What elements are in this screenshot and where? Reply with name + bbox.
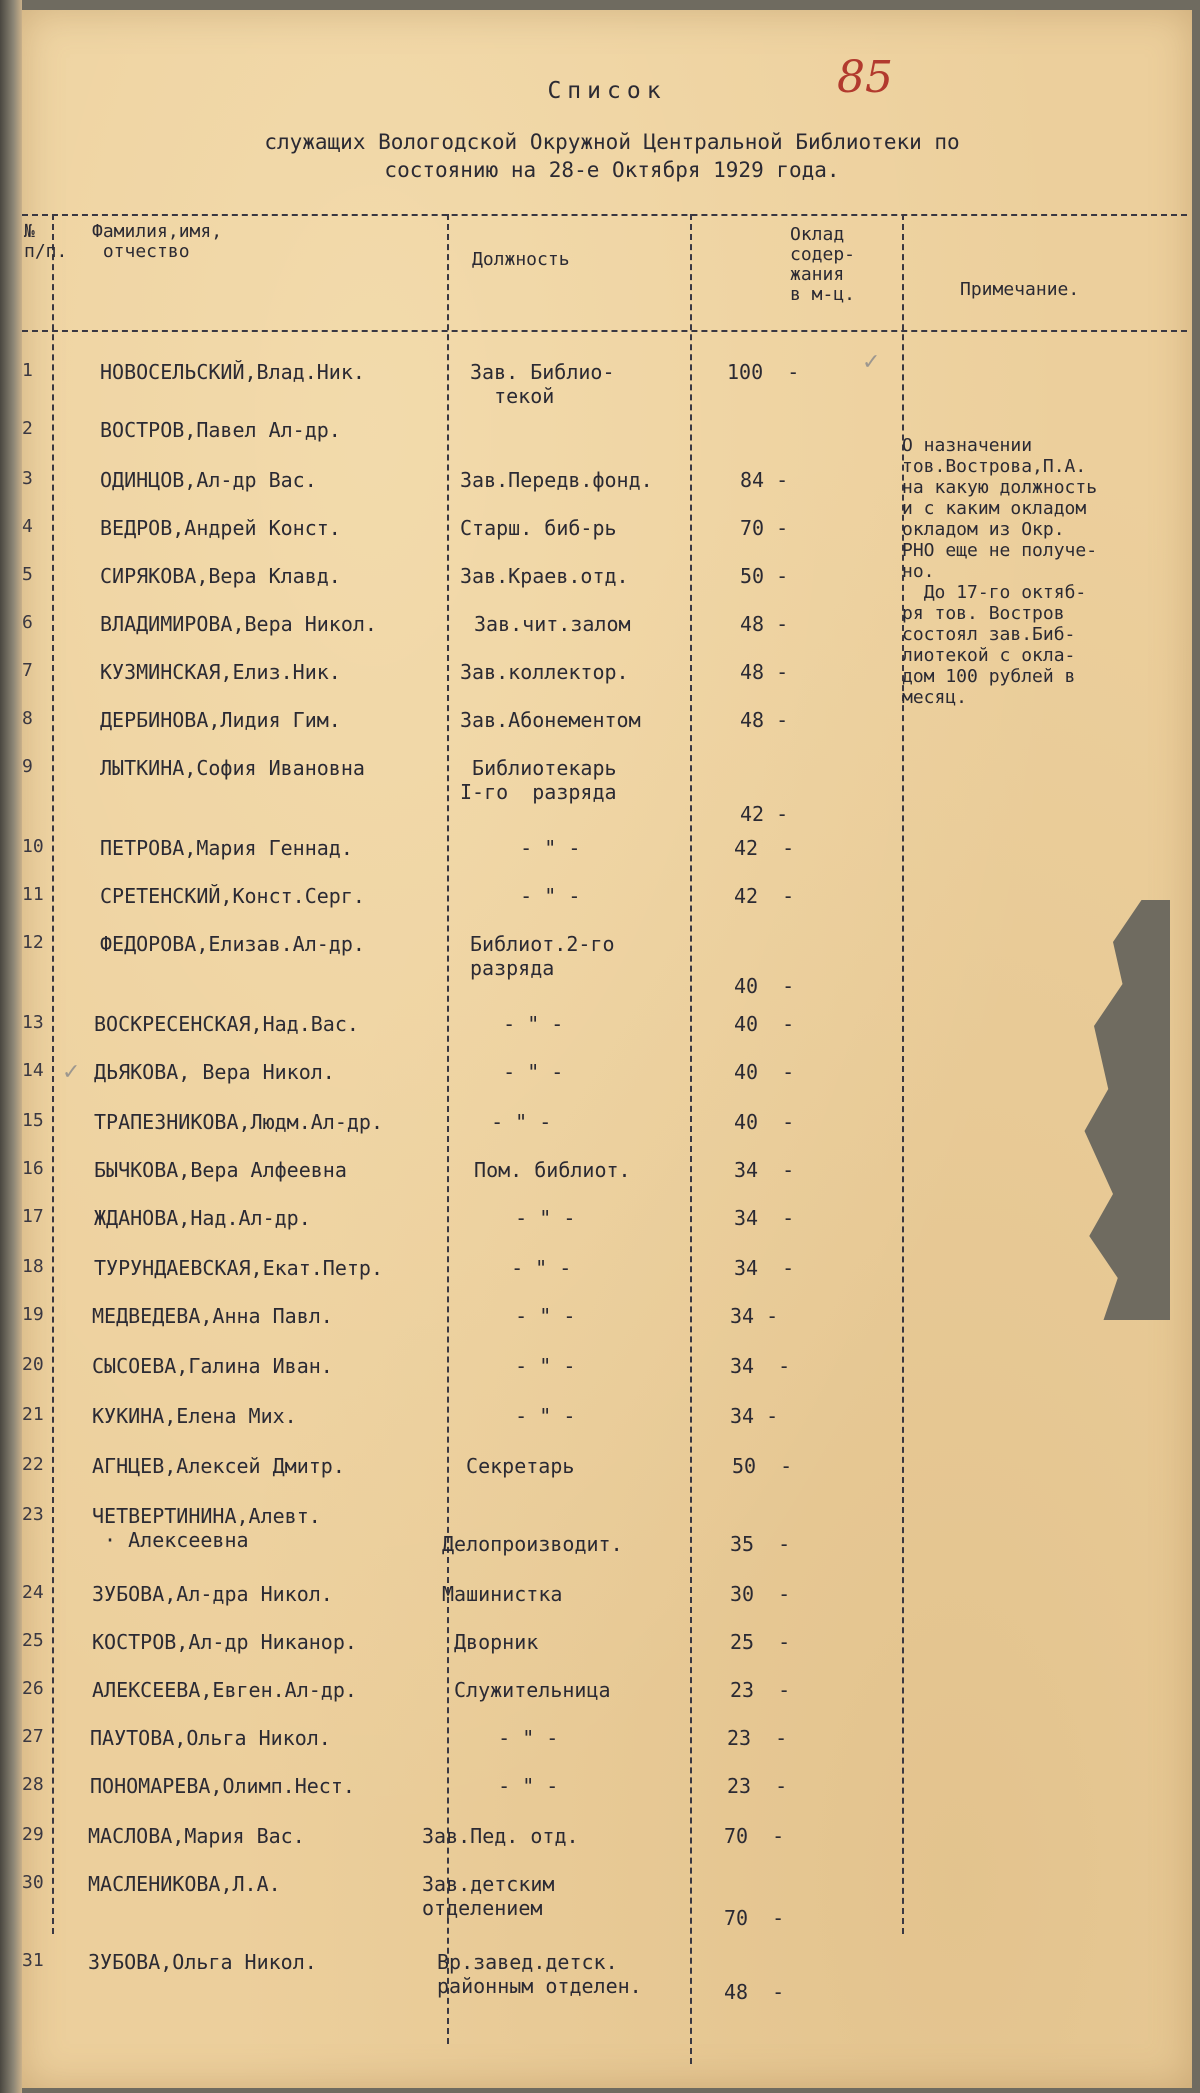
row-number: 30 [22, 1872, 44, 1893]
row-name: БЫЧКОВА,Вера Алфеевна [94, 1158, 347, 1182]
row-salary: 40 - [734, 1012, 795, 1036]
table-row [22, 756, 1192, 826]
row-number: 29 [22, 1824, 44, 1845]
row-salary: 70 - [724, 1824, 785, 1848]
row-number: 24 [22, 1582, 44, 1603]
row-number: 28 [22, 1774, 44, 1795]
row-salary: 34 - [730, 1404, 779, 1428]
document-page [22, 10, 1192, 2088]
row-number: 8 [22, 708, 33, 729]
row-number: 7 [22, 660, 33, 681]
row-number: 6 [22, 612, 33, 633]
row-number: 22 [22, 1454, 44, 1475]
row-name: ПАУТОВА,Ольга Никол. [90, 1726, 331, 1750]
row-salary: 30 - [730, 1582, 791, 1606]
row-position: - " - [467, 1354, 576, 1378]
row-number: 26 [22, 1678, 44, 1699]
row-name: ДЕРБИНОВА,Лидия Гим. [100, 708, 341, 732]
row-position: Зав.коллектор. [460, 660, 629, 684]
row-position: - " - [472, 884, 581, 908]
pencil-check-mark: ✓ [62, 1060, 81, 1085]
row-position: - " - [467, 1060, 564, 1084]
subtitle-line-1: служащих Вологодской Окружной Центральной Библиотеки по [264, 130, 960, 154]
row-number: 2 [22, 418, 33, 439]
row-number: 31 [22, 1950, 44, 1971]
subtitle-line-2: состоянию на 28-е Октября 1929 года. [384, 158, 840, 182]
row-position: Вр.завед.детск. районным отделен. [437, 1950, 642, 1998]
header-position: Должность [472, 249, 570, 270]
row-name: ЗУБОВА,Ал-дра Никол. [92, 1582, 333, 1606]
row-position: Зав.Передв.фонд. [460, 468, 653, 492]
row-salary: 34 - [734, 1158, 795, 1182]
row-salary: 50 - [740, 564, 789, 588]
header-num: № п/п. [24, 221, 68, 262]
row-salary: 34 - [734, 1206, 795, 1230]
row-position: - " - [462, 1774, 559, 1798]
row-position: Машинистка [442, 1582, 563, 1606]
row-number: 4 [22, 516, 33, 537]
row-position: - " - [472, 836, 581, 860]
row-name: ОДИНЦОВ,Ал-др Вас. [100, 468, 317, 492]
row-salary: 25 - [730, 1630, 791, 1654]
row-salary: 100 - [727, 360, 800, 384]
row-salary: 70 - [740, 516, 789, 540]
row-salary: 70 - [724, 1906, 785, 1930]
row-salary: 34 - [730, 1304, 779, 1328]
row-position: Библиотекарь I-го разряда [460, 756, 617, 804]
row-name: КУЗМИНСКАЯ,Елиз.Ник. [100, 660, 341, 684]
row-position: Зав.Краев.отд. [460, 564, 629, 588]
row-number: 23 [22, 1504, 44, 1525]
row-name: МАСЛЕНИКОВА,Л.А. [88, 1872, 281, 1896]
row-salary: 42 - [740, 802, 789, 826]
row-salary: 40 - [734, 1060, 795, 1084]
row-position: Делопроизводит. [442, 1532, 623, 1556]
table-row [22, 932, 1192, 998]
row-number: 18 [22, 1256, 44, 1277]
row-name: ЛЫТКИНА,София Ивановна [100, 756, 365, 780]
row-number: 16 [22, 1158, 44, 1179]
header-name: Фамилия,имя, отчество [92, 221, 223, 262]
row-name: ВОСТРОВ,Павел Ал-др. [100, 418, 341, 442]
row-name: ТРАПЕЗНИКОВА,Людм.Ал-др. [94, 1110, 383, 1134]
row-salary: 34 - [730, 1354, 791, 1378]
row-salary: 48 - [740, 660, 789, 684]
row-number: 13 [22, 1012, 44, 1033]
row-salary: 48 - [740, 708, 789, 732]
row-name: ЗУБОВА,Ольга Никол. [88, 1950, 317, 1974]
row-position: Зав.Пед. отд. [422, 1824, 579, 1848]
row-salary: 23 - [730, 1678, 791, 1702]
row-salary: 40 - [734, 1110, 795, 1134]
row-number: 5 [22, 564, 33, 585]
page-number: 85 [837, 52, 893, 103]
row-name: АГНЦЕВ,Алексей Дмитр. [92, 1454, 345, 1478]
row-name: МЕДВЕДЕВА,Анна Павл. [92, 1304, 333, 1328]
row-salary: 48 - [724, 1980, 785, 2004]
table-row [22, 1872, 1192, 1932]
binding-edge [0, 0, 22, 2093]
row-position: - " - [467, 1012, 564, 1036]
row-salary: 50 - [732, 1454, 793, 1478]
row-name: ЧЕТВЕРТИНИНА,Алевт. · Алексеевна [92, 1504, 321, 1552]
row-name: НОВОСЕЛЬСКИЙ,Влад.Ник. [100, 360, 365, 384]
row-salary: 23 - [727, 1726, 788, 1750]
row-name: КОСТРОВ,Ал-др Никанор. [92, 1630, 357, 1654]
row-number: 11 [22, 884, 44, 905]
row-number: 3 [22, 468, 33, 489]
row-number: 15 [22, 1110, 44, 1131]
row-number: 27 [22, 1726, 44, 1747]
row-name: ВЕДРОВ,Андрей Конст. [100, 516, 341, 540]
row-position: - " - [467, 1304, 576, 1328]
row-position: Зав. Библио- текой [470, 360, 615, 408]
row-number: 21 [22, 1404, 44, 1425]
row-salary: 42 - [734, 884, 795, 908]
row-position: Дворник [454, 1630, 539, 1654]
row-number: 14 [22, 1060, 44, 1081]
row-name: КУКИНА,Елена Мих. [92, 1404, 297, 1428]
row-salary: 23 - [727, 1774, 788, 1798]
row-position: - " - [487, 1256, 572, 1280]
row-position: Зав.детским отделением [422, 1872, 555, 1920]
header-note: Примечание. [960, 279, 1080, 300]
table-top-rule [22, 214, 1187, 216]
row-name: ВЛАДИМИРОВА,Вера Никол. [100, 612, 377, 636]
row-position: Старш. биб-рь [460, 516, 617, 540]
row-name: ПОНОМАРЕВА,Олимп.Нест. [90, 1774, 355, 1798]
row-position: Служительница [454, 1678, 611, 1702]
row-name: ДЬЯКОВА, Вера Никол. [94, 1060, 335, 1084]
row-position: - " - [467, 1404, 576, 1428]
row-name: ТУРУНДАЕВСКАЯ,Екат.Петр. [94, 1256, 383, 1280]
table-row [22, 360, 1192, 420]
row-name: ПЕТРОВА,Мария Геннад. [100, 836, 353, 860]
row-number: 9 [22, 756, 33, 777]
document-title: Список [547, 78, 667, 104]
row-position: Секретарь [454, 1454, 575, 1478]
row-name: СРЕТЕНСКИЙ,Конст.Серг. [100, 884, 365, 908]
pencil-check-mark: ✓ [862, 350, 881, 375]
row-name: АЛЕКСЕЕВА,Евген.Ал-др. [92, 1678, 357, 1702]
row-name: МАСЛОВА,Мария Вас. [88, 1824, 305, 1848]
row-number: 12 [22, 932, 44, 953]
row-number: 1 [22, 360, 33, 381]
row-position: Зав.Абонементом [460, 708, 641, 732]
row-salary: 48 - [740, 612, 789, 636]
row-number: 19 [22, 1304, 44, 1325]
row-salary: 42 - [734, 836, 795, 860]
row-name: ФЕДОРОВА,Елизав.Ал-др. [100, 932, 365, 956]
table-row [22, 1950, 1192, 2010]
row-name: СИРЯКОВА,Вера Клавд. [100, 564, 341, 588]
row-number: 10 [22, 836, 44, 857]
document-subtitle [162, 128, 1062, 184]
row-salary: 84 - [740, 468, 789, 492]
row-position: - " - [467, 1206, 576, 1230]
row-position: - " - [467, 1110, 552, 1134]
row-number: 17 [22, 1206, 44, 1227]
row-salary: 35 - [730, 1532, 791, 1556]
header-salary: Оклад содер- жания в м-ц. [790, 224, 856, 305]
row-name: ЖДАНОВА,Над.Ал-др. [94, 1206, 311, 1230]
table-row [22, 1504, 1192, 1564]
row-name: ВОСКРЕСЕНСКАЯ,Над.Вас. [94, 1012, 359, 1036]
row-number: 20 [22, 1354, 44, 1375]
row-number: 25 [22, 1630, 44, 1651]
row-position: Пом. библиот. [462, 1158, 631, 1182]
row-salary: 34 - [734, 1256, 795, 1280]
row-position: Зав.чит.залом [474, 612, 631, 636]
row-name: СЫСОЕВА,Галина Иван. [92, 1354, 333, 1378]
row-position: Библиот.2-го разряда [470, 932, 615, 980]
remarks-note: О назначении тов.Вострова,П.А. на какую должность и с каким окладом окладом из Окр. РНО еще не получе- но. До 17-го октяб- ря тов. Востров состоял зав.Биб- лиотекой с окла- дом 100 рублей в месяц. [902, 435, 1098, 708]
row-position: - " - [462, 1726, 559, 1750]
header-bottom-rule [22, 330, 1187, 332]
row-salary: 40 - [734, 974, 795, 998]
